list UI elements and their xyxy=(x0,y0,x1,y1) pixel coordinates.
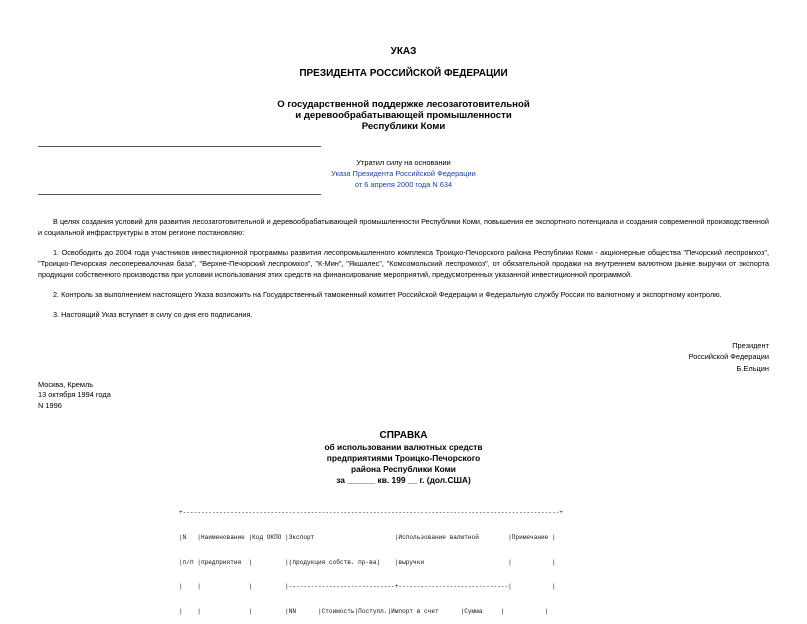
repeal-note-line-3[interactable] xyxy=(0,179,807,190)
table-row: | | | |NN |Стоимость|Поступл.|Импорт в счет |Сумма | | xyxy=(179,607,549,615)
signature-line-2: Российской Федерации xyxy=(688,352,769,362)
reference-line-1: об использовании валютных средств xyxy=(324,442,483,452)
signature-block xyxy=(689,340,769,374)
signature-line-1: Президент xyxy=(732,341,769,350)
table-row: |п/п |предприятия | |(продукция собств. пр-ва) |выручки | | xyxy=(179,558,556,566)
repeal-note-date-link[interactable]: от 6 апреля 2000 года N 634 xyxy=(354,180,453,189)
decree-topic-line-2: и деревообрабатывающей промышленности xyxy=(295,110,512,121)
table-row: +-------------------------------------------------------------------------------------------------------+ xyxy=(179,509,563,517)
reference-line-4: за ______ кв. 199 __ г. (дол.США) xyxy=(336,475,471,485)
place-date-block xyxy=(38,380,111,411)
repeal-note-link-text[interactable]: Указа Президента Российской Федерации xyxy=(331,169,476,178)
table-row: | | | |-----------------------------+------------------------------| | xyxy=(179,583,556,591)
number-line: N 1996 xyxy=(38,400,62,410)
date-line: 13 октября 1994 года xyxy=(38,390,111,400)
decree-title: УКАЗ xyxy=(390,46,417,57)
divider-top xyxy=(38,146,321,147)
decree-subtitle: ПРЕЗИДЕНТА РОССИЙСКОЙ ФЕДЕРАЦИИ xyxy=(299,68,508,79)
reference-table xyxy=(179,493,599,624)
reference-line-2: предприятиями Троицко-Печорского xyxy=(326,453,481,463)
intro-paragraph: В целях создания условий для развития лесозаготовительной и деревообрабатывающей промышленности Республики Коми, повышения ее экспортного потенциала и создания современной производственной и социальной инфраструктуры в этом регионе постановляю: xyxy=(38,217,769,237)
table-row: |N |Наименование |Код ОКПО |Экспорт |Использование валютной |Примечание | xyxy=(179,534,556,542)
reference-title: СПРАВКА xyxy=(379,430,428,441)
signature-line-3: Б.Ельцин xyxy=(736,363,769,373)
repeal-note-link[interactable] xyxy=(0,168,807,179)
repeal-note-line-1: Утратил силу на основании xyxy=(356,158,451,167)
divider-bottom xyxy=(38,194,321,195)
reference-line-3: района Республики Коми xyxy=(351,464,456,474)
item-2-paragraph: 2. Контроль за выполнением настоящего Указа возложить на Государственный таможенный комитет Российской Федерации и Федеральную службу России по валютному и экспортному контролю. xyxy=(53,290,722,299)
place-line: Москва, Кремль xyxy=(38,380,94,389)
decree-topic-line-3: Республики Коми xyxy=(361,121,446,132)
decree-topic-line-1: О государственной поддержке лесозаготовительной xyxy=(277,99,530,110)
item-1-paragraph: 1. Освободить до 2004 года участников инвестиционной программы развития лесопромышленного комплекса Троицко-Печорского района Республики Коми - акционерные общества "Печорский леспромхоз", "Троицко-Печорская лесоперевалочная база", "Верхне-Печорский леспромхоз", "К-Мин", "Якшалес", "Комсомольский леспромхоз", от обязательной продажи на внутреннем валютном рынке выручки от экспорта продукции собственного производства при условии использования этих средств на финансирование мероприятий, предусмотренных указанной инвестиционной программой. xyxy=(38,248,769,279)
item-3-paragraph: 3. Настоящий Указ вступает в силу со дня его подписания. xyxy=(53,310,253,319)
